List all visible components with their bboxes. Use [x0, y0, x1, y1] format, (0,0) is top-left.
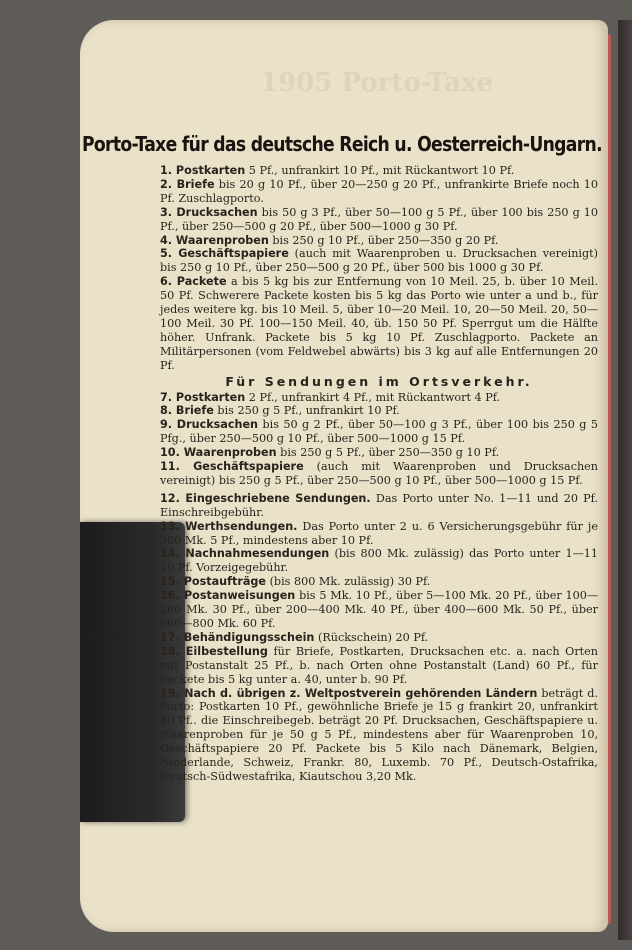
item-15: 15. Postaufträge (bis 800 Mk. zulässig) 30 Pf.: [160, 575, 431, 589]
item-3: 3. Drucksachen bis 50 g 3 Pf., über 50—100 g 5 Pf., über 100 bis 250 g 10 Pf., über 250—500 g 20 Pf., über 500—1000 g 30 Pf.: [160, 205, 598, 233]
item-5: 5. Geschäftspapiere (auch mit Waarenproben u. Drucksachen vereinigt) bis 250 g 10 Pf., über 250—500 g 20 Pf., über 500 bis 1000 g 30 Pf.: [160, 247, 598, 275]
item-2: 2. Briefe bis 20 g 10 Pf., über 20—250 g 20 Pf., unfrankirte Briefe noch 10 Pf. Zuschlagporto.: [160, 177, 598, 205]
section-heading: Für Sendungen im Ortsverkehr.: [225, 373, 533, 389]
item-19: 19. Nach d. übrigen z. Weltpostverein gehörenden Ländern beträgt d. Porto: Postkarten 10 Pf., gewöhnliche Briefe je 15 g frankirt 20, unfrankirt 40 Pf.. die Einschreibegeb. beträgt 20 Pf. Drucksachen, Geschäftspapiere u. Waarenproben für je 50 g 5 Pf., mindestens aber für Waarenproben 10, Geschäftspapiere 20 Pf. Packete bis 5 Kilo nach Dänemark, Belgien, Niederlande, Schweiz, Frankr. 80, Luxemb. 70 Pf., Deutsch-Ostafrika, Deutsch-Südwestafrika, Kiautschou 3,20 Mk.: [160, 686, 598, 783]
item-10: 10. Waarenproben bis 250 g 5 Pf., über 250—350 g 10 Pf.: [160, 446, 500, 460]
item-9: 9. Drucksachen bis 50 g 2 Pf., über 50—100 g 3 Pf., über 100 bis 250 g 5 Pfg., über 250—500 g 10 Pf., über 500—1000 g 15 Pf.: [160, 418, 598, 446]
item-1: 1. Postkarten 5 Pf., unfrankirt 10 Pf., mit Rückantwort 10 Pf.: [160, 164, 515, 177]
item-11: 11. Geschäftspapiere (auch mit Waarenproben und Drucksachen vereinigt) bis 250 g 5 Pf., über 250—500 g 10 Pf., über 500—1000 g 15 Pf.: [160, 460, 598, 487]
text-block: [160, 164, 598, 784]
item-16: 16. Postanweisungen bis 5 Mk. 10 Pf., über 5—100 Mk. 20 Pf., über 100—200 Mk. 30 Pf., über 200—400 Mk. 40 Pf., über 400—600 Mk. 50 Pf., über 600—800 Mk. 60 Pf.: [160, 589, 599, 630]
item-17: 17. Behändigungsschein (Rückschein) 20 Pf.: [160, 630, 429, 644]
ghost-heading: 1905 Porto-Taxe: [260, 68, 493, 98]
item-18: 18. Eilbestellung für Briefe, Postkarten, Drucksachen etc. a. nach Orten mit Postanstalt 25 Pf., b. nach Orten ohne Postanstalt (Land) 60 Pf., für Packete bis 5 kg unter a. 40, unter b. 90 Pf.: [160, 644, 598, 686]
item-14: 14. Nachnahmesendungen (bis 800 Mk. zulässig) das Porto unter 1—11 10 Pf. Vorzeigegebühr.: [160, 547, 599, 575]
page-title: Porto-Taxe für das deutsche Reich u. Oesterreich-Ungarn.: [82, 132, 602, 156]
item-8: 8. Briefe bis 250 g 5 Pf., unfrankirt 10 Pf.: [160, 404, 400, 418]
item-6: 6. Packete a bis 5 kg bis zur Entfernung von 10 Meil. 25, b. über 10 Meil. 50 Pf. Schwerere Packete kosten bis 5 kg das Porto wie unter a und b., für jedes weitere kg. bis 10 Meil. 5, über 10—20 Meil. 10, 20—50 Meil. 20, 50—100 Meil. 30 Pf. 100—150 Meil. 40, üb. 150 50 Pf. Sperrgut um die Hälfte höher. Unfrank. Packete bis 5 kg 10 Pf. Zuschlagporto. Packete an Militärpersonen (vom Feldwebel abwärts) bis 3 kg auf alle Entfernungen 20 Pf.: [160, 275, 598, 372]
item-7: 7. Postkarten 2 Pf., unfrankirt 4 Pf., mit Rückantwort 4 Pf.: [160, 390, 501, 404]
book-right-edge: [618, 20, 632, 940]
item-4: 4. Waarenproben bis 250 g 10 Pf., über 250—350 g 20 Pf.: [160, 233, 499, 247]
item-13: 13. Werthsendungen. Das Porto unter 2 u. 6 Versicherungsgebühr für je 300 Mk. 5 Pf., mindestens aber 10 Pf.: [160, 519, 598, 547]
item-12: 12. Eingeschriebene Sendungen. Das Porto unter No. 1—11 und 20 Pf. Einschreibgebühr.: [160, 491, 598, 519]
